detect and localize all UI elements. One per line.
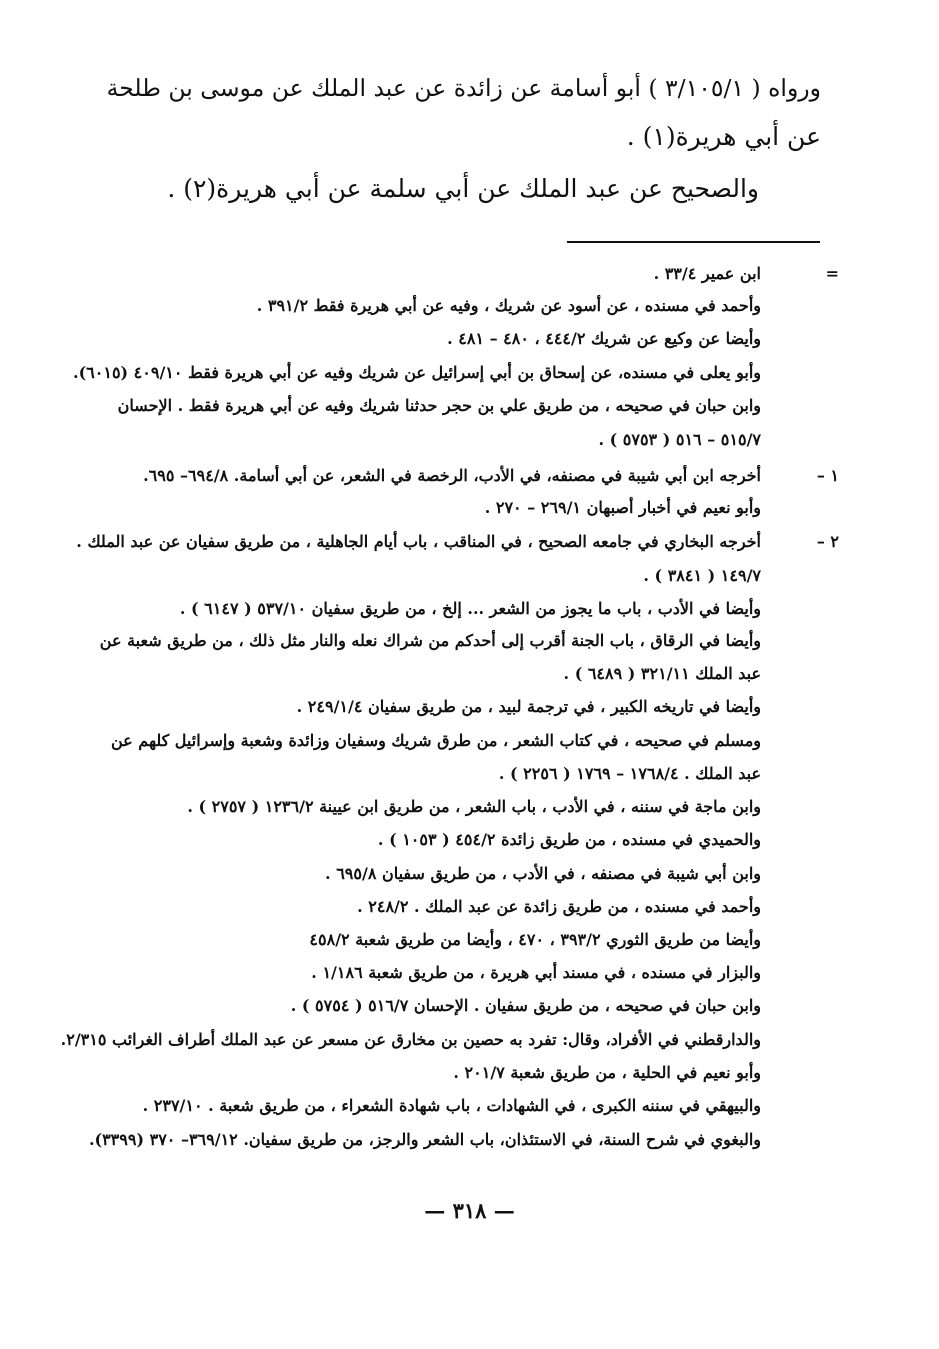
footnote-line: والبيهقي في سننه الكبرى ، في الشهادات ، باب شهادة الشعراء ، من طريق شعبة . ٢٣٧/١٠ .	[142, 1096, 761, 1115]
footnote-line: وابن حبان في صحيحه ، من طريق علي بن حجر حدثنا شريك وفيه عن أبي هريرة فقط . الإحسان	[117, 396, 761, 415]
footnote-line: ١٤٩/٧ ( ٣٨٤١ ) .	[643, 566, 761, 585]
footnote-number-2: ٢ –	[816, 532, 839, 551]
footnote-line: والبزار في مسنده ، في مسند أبي هريرة ، من طريق شعبة ١/١٨٦ .	[311, 963, 761, 982]
footnote-line: وأيضا في تاريخه الكبير ، في ترجمة لبيد ، من طريق سفيان ٢٤٩/١/٤ .	[296, 697, 761, 716]
footnote-line: أخرجه ابن أبي شيبة في مصنفه، في الأدب، الرخصة في الشعر، عن أبي أسامة. ٦٩٤/٨– ٦٩٥.	[143, 466, 761, 485]
main-text-line: ورواه ( ٣/١٠٥/١ ) أبو أسامة عن زائدة عن عبد الملك عن موسى بن طلحة	[106, 74, 821, 102]
footnote-continuation-marker: =	[825, 264, 839, 283]
footnote-line: عبد الملك ٣٢١/١١ ( ٦٤٨٩ ) .	[563, 664, 761, 683]
footnote-line: وأحمد في مسنده ، من طريق زائدة عن عبد الملك . ٢٤٨/٢ .	[357, 897, 761, 916]
footnote-line: وأبو نعيم في الحلية ، من طريق شعبة ٢٠١/٧ .	[453, 1063, 761, 1082]
footnote-line: وأيضا عن وكيع عن شريك ٤٤٤/٢ ، ٤٨٠ – ٤٨١ .	[447, 329, 761, 348]
footnote-line: وأيضا من طريق الثوري ٣٩٣/٢ ، ٤٧٠ ، وأيضا من طريق شعبة ٤٥٨/٢	[309, 930, 761, 949]
footnote-line: وأيضا في الرقاق ، باب الجنة أقرب إلى أحدكم من شراك نعله والنار مثل ذلك ، من طريق شعبة عن	[99, 631, 761, 650]
footnote-line: ٥١٥/٧ – ٥١٦ ( ٥٧٥٣ ) .	[598, 430, 761, 449]
footnote-separator	[567, 241, 820, 243]
footnote-line: وأيضا في الأدب ، باب ما يجوز من الشعر ... إلخ ، من طريق سفيان ٥٣٧/١٠ ( ٦١٤٧ ) .	[179, 599, 761, 618]
footnote-line: ومسلم في صحيحه ، في كتاب الشعر ، من طرق شريك وسفيان وزائدة وشعبة وإسرائيل كلهم عن	[111, 731, 761, 750]
footnote-number-1: ١ –	[816, 466, 839, 485]
footnote-line: عبد الملك . ١٧٦٨/٤ – ١٧٦٩ ( ٢٢٥٦ ) .	[498, 764, 761, 783]
footnote-line: والبغوي في شرح السنة، في الاستئذان، باب الشعر والرجز، من طريق سفيان. ٣٦٩/١٢– ٣٧٠ (٣٣٩٩).	[88, 1130, 761, 1149]
main-text-line: عن أبي هريرة(١) .	[626, 122, 821, 151]
main-text-line: والصحيح عن عبد الملك عن أبي سلمة عن أبي هريرة(٢) .	[167, 174, 759, 203]
footnote-line: وأبو يعلى في مسنده، عن إسحاق بن أبي إسرائيل عن شريك وفيه عن أبي هريرة فقط ٤٠٩/١٠ (٦٠١٥).	[73, 363, 761, 382]
footnote-line: وابن ماجة في سننه ، في الأدب ، باب الشعر ، من طريق ابن عيينة ١٢٣٦/٢ ( ٢٧٥٧ ) .	[187, 797, 761, 816]
page-number: — ٣١٨ —	[424, 1198, 515, 1223]
footnote-line: وابن أبي شيبة في مصنفه ، في الأدب ، من طريق سفيان ٦٩٥/٨ .	[325, 864, 761, 883]
footnote-line: ابن عمير ٣٣/٤ .	[653, 264, 761, 283]
footnote-line: والدارقطني في الأفراد، وقال: تفرد به حصين بن مخارق عن مسعر عن عبد الملك أطراف الغرائب ٢/٣١٥.	[60, 1030, 761, 1049]
footnote-line: وأبو نعيم في أخبار أصبهان ٢٦٩/١ – ٢٧٠ .	[484, 498, 761, 517]
footnote-line: والحميدي في مسنده ، من طريق زائدة ٤٥٤/٢ ( ١٠٥٣ ) .	[377, 830, 761, 849]
footnote-line: أخرجه البخاري في جامعه الصحيح ، في المناقب ، باب أيام الجاهلية ، من طريق سفيان عن عبد الملك .	[76, 532, 761, 551]
footnote-line: وأحمد في مسنده ، عن أسود عن شريك ، وفيه عن أبي هريرة فقط ٣٩١/٢ .	[256, 296, 761, 315]
footnote-line: وابن حبان في صحيحه ، من طريق سفيان . الإحسان ٥١٦/٧ ( ٥٧٥٤ ) .	[290, 996, 761, 1015]
